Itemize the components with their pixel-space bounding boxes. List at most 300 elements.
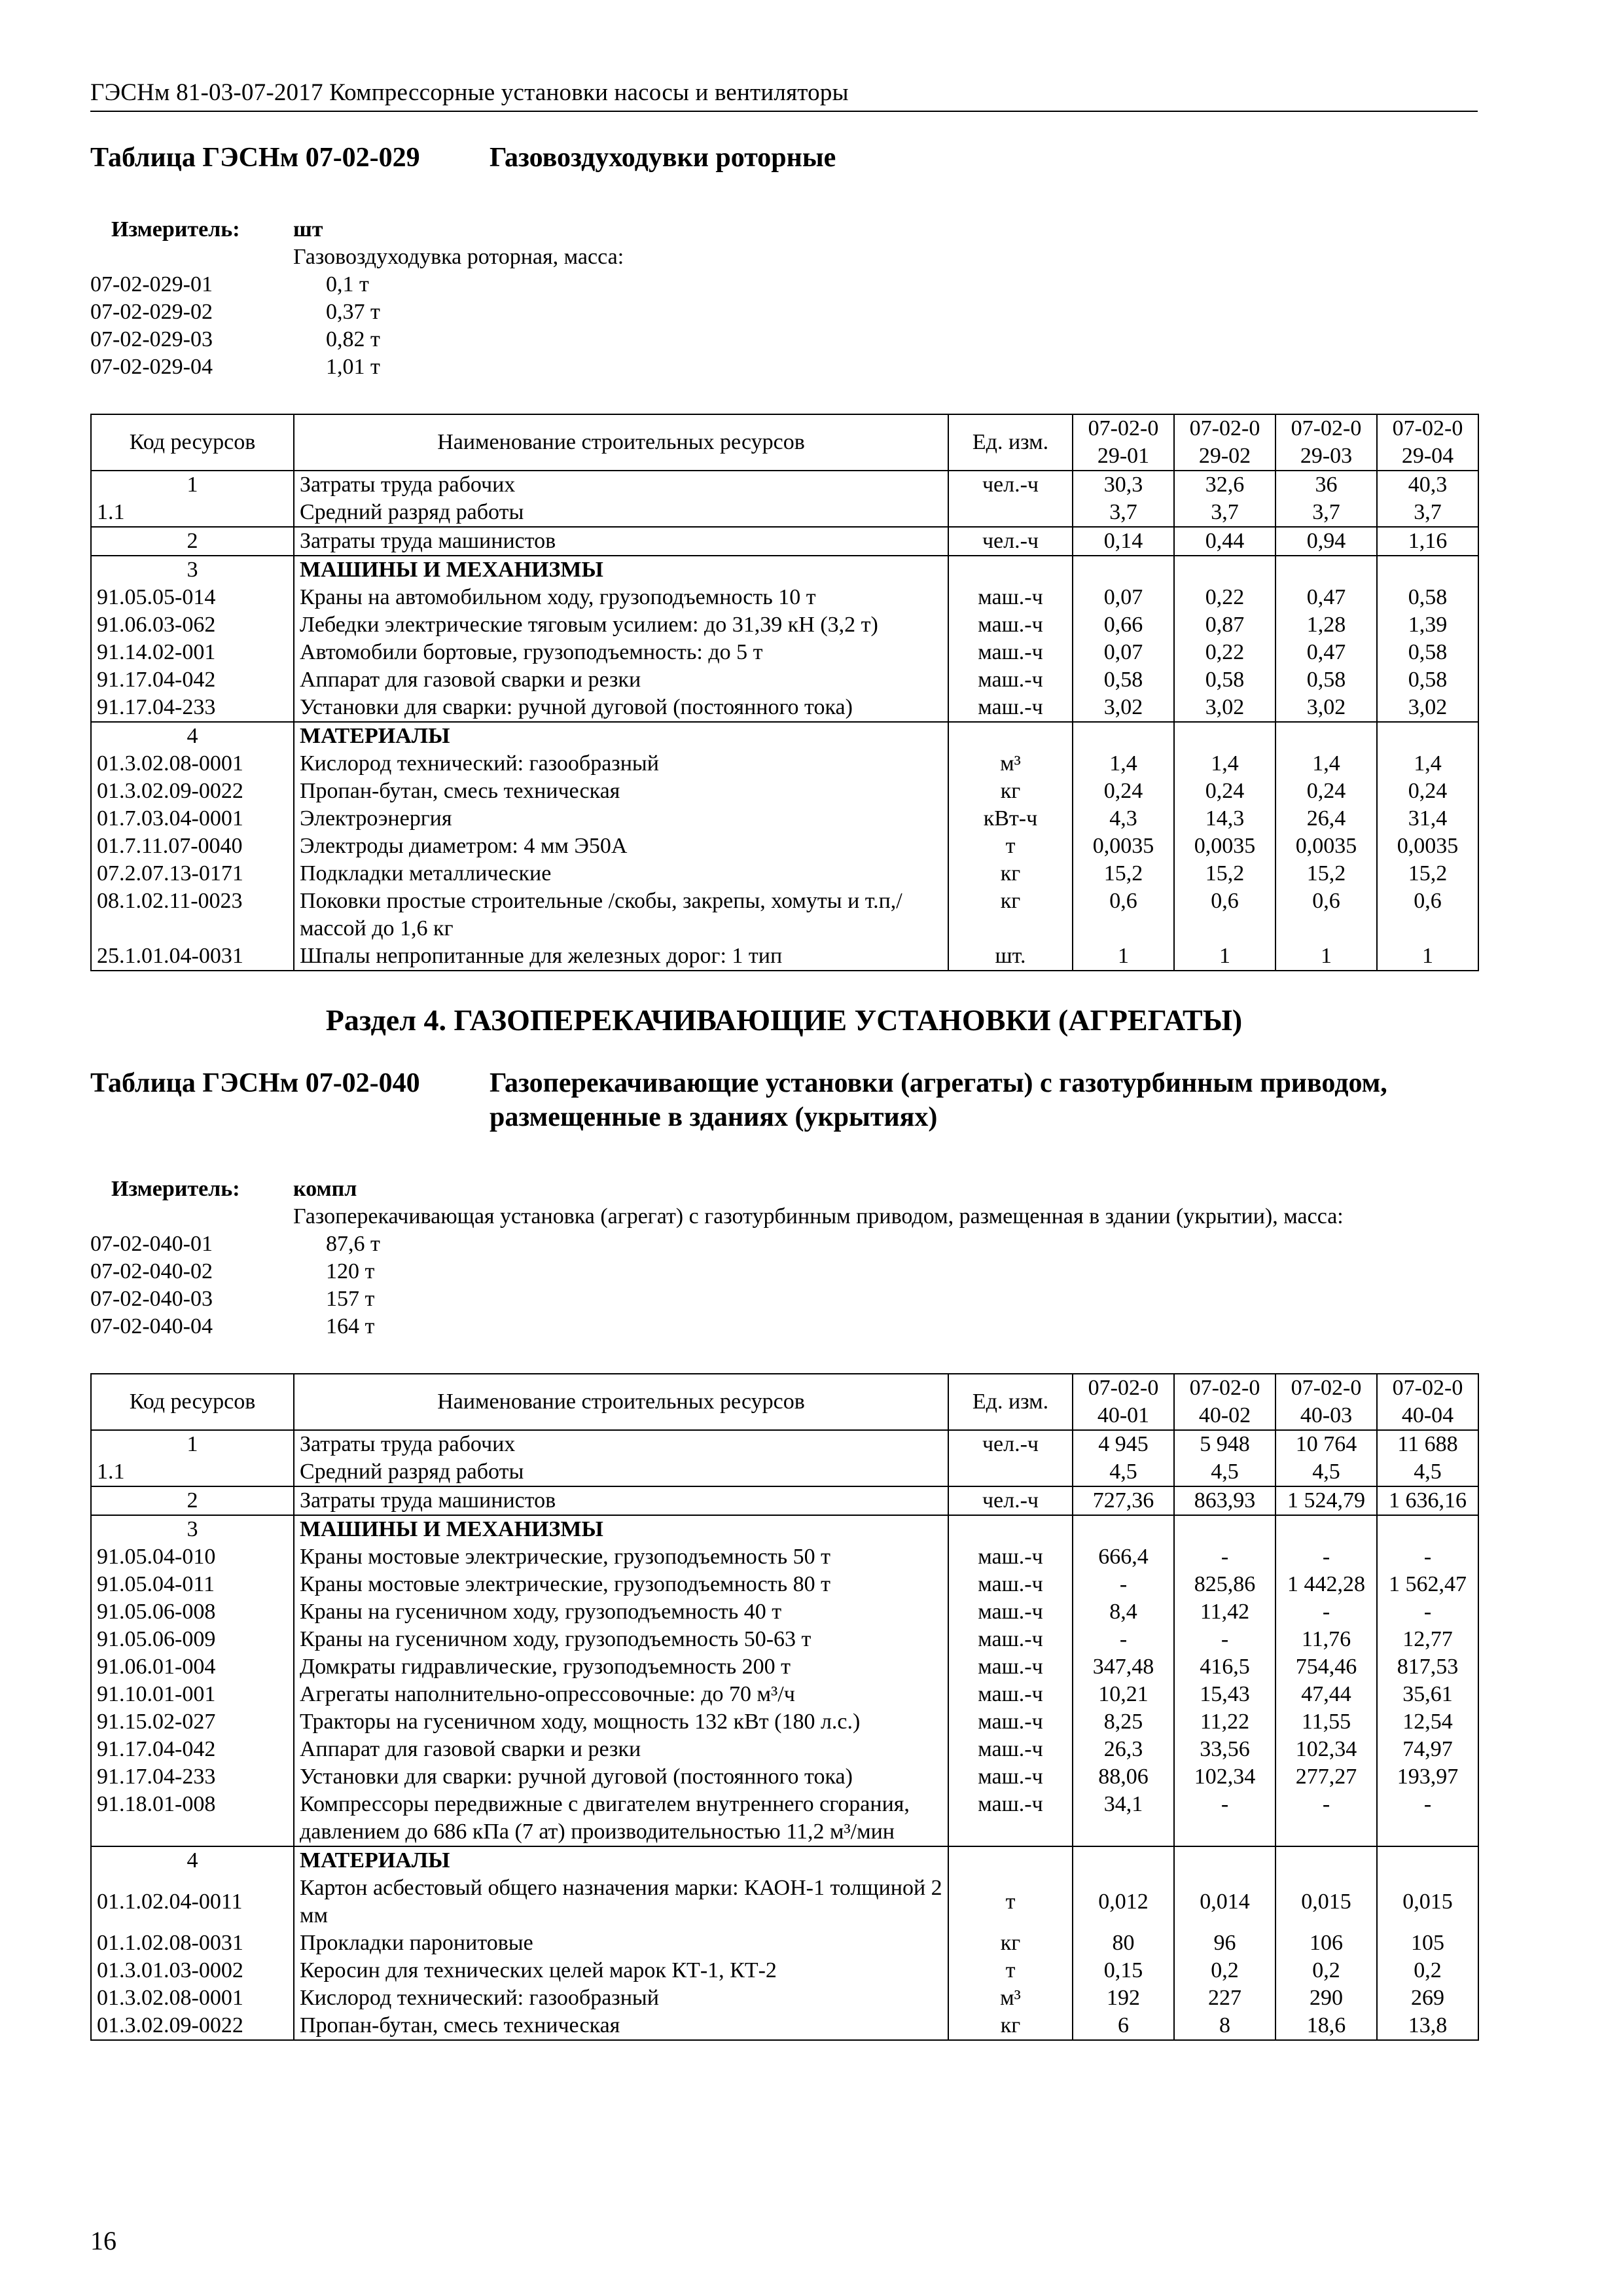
resource-value: 102,34 xyxy=(1174,1763,1275,1791)
variant-value: 0,37 т xyxy=(326,299,380,324)
table2-resources xyxy=(90,1373,1479,2041)
resource-value: 0,6 xyxy=(1275,888,1377,942)
header-row xyxy=(91,1374,1478,1430)
table-row xyxy=(91,860,1478,888)
resource-code: 1.1 xyxy=(91,499,294,527)
resource-value: 1 xyxy=(1073,942,1174,971)
variant-code: 07-02-029-03 xyxy=(90,327,213,351)
page-number: 16 xyxy=(90,2226,116,2255)
resource-unit: кВт-ч xyxy=(948,805,1073,833)
resource-value: 1 xyxy=(1275,942,1377,971)
resource-value: 15,2 xyxy=(1174,860,1275,888)
column-header xyxy=(1174,414,1275,471)
resource-value: 26,4 xyxy=(1275,805,1377,833)
resource-name: Домкраты гидравлические, грузоподъемность 200 т xyxy=(294,1653,948,1681)
table-row xyxy=(91,1791,1478,1846)
meter-unit: компл xyxy=(293,1176,357,1201)
resource-value: 347,48 xyxy=(1073,1653,1174,1681)
resource-name: Пропан-бутан, смесь техническая xyxy=(294,2012,948,2040)
resource-value: 26,3 xyxy=(1073,1736,1174,1763)
resource-value: 36 xyxy=(1275,471,1377,499)
resource-unit: чел.-ч xyxy=(948,471,1073,499)
resource-value: 15,43 xyxy=(1174,1681,1275,1708)
column-header xyxy=(948,1374,1073,1430)
resource-value: 0,014 xyxy=(1174,1874,1275,1929)
resource-value: 0,58 xyxy=(1275,666,1377,694)
table1-meter xyxy=(90,215,1478,380)
table1-caption: Газовоздуходувки роторные xyxy=(490,143,836,173)
resource-name: МАШИНЫ И МЕХАНИЗМЫ xyxy=(294,1515,948,1543)
resource-unit: т xyxy=(948,1874,1073,1929)
resource-unit: чел.-ч xyxy=(948,527,1073,556)
resource-name: Краны на гусеничном ходу, грузоподъемность 40 т xyxy=(294,1598,948,1626)
resource-value: 15,2 xyxy=(1275,860,1377,888)
meter-description: Газовоздуходувка роторная, масса: xyxy=(293,244,624,269)
resource-value xyxy=(1377,1846,1478,1874)
column-header xyxy=(91,1374,294,1430)
resource-value: 0,94 xyxy=(1275,527,1377,556)
table-row xyxy=(91,611,1478,639)
resource-value: 14,3 xyxy=(1174,805,1275,833)
resource-value: 12,77 xyxy=(1377,1626,1478,1653)
resource-value: - xyxy=(1174,1626,1275,1653)
resource-unit xyxy=(948,722,1073,750)
variant-code: 07-02-029-04 xyxy=(90,354,213,379)
table-row xyxy=(91,1486,1478,1515)
resource-value: 5 948 xyxy=(1174,1430,1275,1458)
table1-resources xyxy=(90,414,1479,971)
resource-unit xyxy=(948,1846,1073,1874)
resource-name: Пропан-бутан, смесь техническая xyxy=(294,778,948,805)
resource-value: 0,15 xyxy=(1073,1957,1174,1984)
resource-value: 15,2 xyxy=(1377,860,1478,888)
meter-variant xyxy=(90,297,1478,325)
resource-code: 91.05.05-014 xyxy=(91,584,294,611)
resource-value: 30,3 xyxy=(1073,471,1174,499)
resource-name: Затраты труда рабочих xyxy=(294,471,948,499)
resource-value: - xyxy=(1073,1571,1174,1598)
resource-value: 3,7 xyxy=(1377,499,1478,527)
resource-value: 0,2 xyxy=(1174,1957,1275,1984)
resource-unit xyxy=(948,499,1073,527)
resource-value: 0,14 xyxy=(1073,527,1174,556)
resource-value: 102,34 xyxy=(1275,1736,1377,1763)
resource-value: 0,66 xyxy=(1073,611,1174,639)
resource-value: 0,44 xyxy=(1174,527,1275,556)
resource-value: 0,87 xyxy=(1174,611,1275,639)
resource-unit: маш.-ч xyxy=(948,694,1073,722)
resource-value: 0,24 xyxy=(1377,778,1478,805)
resource-value: 863,93 xyxy=(1174,1486,1275,1515)
resource-value: 31,4 xyxy=(1377,805,1478,833)
resource-value: 10,21 xyxy=(1073,1681,1174,1708)
resource-value: 11,76 xyxy=(1275,1626,1377,1653)
resource-value: 1,16 xyxy=(1377,527,1478,556)
resource-value: 47,44 xyxy=(1275,1681,1377,1708)
table-row xyxy=(91,1929,1478,1957)
resource-unit: маш.-ч xyxy=(948,1598,1073,1626)
resource-value xyxy=(1377,1515,1478,1543)
resource-code: 01.1.02.04-0011 xyxy=(91,1874,294,1929)
resource-name: Средний разряд работы xyxy=(294,1458,948,1486)
table-row xyxy=(91,1458,1478,1486)
resource-code: 1.1 xyxy=(91,1458,294,1486)
resource-value: 0,58 xyxy=(1377,666,1478,694)
table-row xyxy=(91,584,1478,611)
resource-unit: маш.-ч xyxy=(948,1571,1073,1598)
resource-value: 4,5 xyxy=(1275,1458,1377,1486)
resource-value: 269 xyxy=(1377,1984,1478,2012)
resource-name: Аппарат для газовой сварки и резки xyxy=(294,1736,948,1763)
resource-name: Затраты труда рабочих xyxy=(294,1430,948,1458)
variant-value: 164 т xyxy=(326,1314,375,1338)
table-row xyxy=(91,750,1478,778)
resource-code: 01.3.01.03-0002 xyxy=(91,1957,294,1984)
resource-value: 0,2 xyxy=(1275,1957,1377,1984)
resource-name: Средний разряд работы xyxy=(294,499,948,527)
variant-code: 07-02-040-04 xyxy=(90,1314,213,1338)
resource-value xyxy=(1073,722,1174,750)
resource-value: 0,0035 xyxy=(1073,833,1174,860)
table-row xyxy=(91,1846,1478,1874)
resource-value: 4 945 xyxy=(1073,1430,1174,1458)
variant-code: 07-02-029-02 xyxy=(90,299,213,324)
column-header-text: Наименование строительных ресурсов xyxy=(437,429,805,454)
resource-unit: маш.-ч xyxy=(948,1681,1073,1708)
resource-code: 01.7.11.07-0040 xyxy=(91,833,294,860)
table-row xyxy=(91,1763,1478,1791)
resource-value: 192 xyxy=(1073,1984,1174,2012)
meter-label: Измеритель: xyxy=(111,217,240,242)
table-row xyxy=(91,694,1478,722)
resource-value: 8 xyxy=(1174,2012,1275,2040)
table1-number: Таблица ГЭСНм 07-02-029 xyxy=(90,143,420,173)
resource-unit: маш.-ч xyxy=(948,1736,1073,1763)
table1-title xyxy=(90,141,1478,175)
column-header xyxy=(948,414,1073,471)
resource-code: 91.05.06-009 xyxy=(91,1626,294,1653)
table-row xyxy=(91,1874,1478,1929)
resource-code: 91.06.01-004 xyxy=(91,1653,294,1681)
resource-value: 32,6 xyxy=(1174,471,1275,499)
variant-code: 07-02-040-01 xyxy=(90,1231,213,1256)
header-row xyxy=(91,414,1478,471)
resource-value: 0,07 xyxy=(1073,584,1174,611)
resource-value: 35,61 xyxy=(1377,1681,1478,1708)
resource-value: 3,02 xyxy=(1073,694,1174,722)
table-row xyxy=(91,778,1478,805)
resource-unit: шт. xyxy=(948,942,1073,971)
page-header: ГЭСНм 81-03-07-2017 Компрессорные установки насосы и вентиляторы xyxy=(90,79,1478,112)
column-header xyxy=(1377,414,1478,471)
table-row xyxy=(91,833,1478,860)
resource-value: 0,07 xyxy=(1073,639,1174,666)
resource-unit: маш.-ч xyxy=(948,1653,1073,1681)
resource-name: Краны мостовые электрические, грузоподъемность 80 т xyxy=(294,1571,948,1598)
table2-caption: Газоперекачивающие установки (агрегаты) с газотурбинным приводом, размещенные в зданиях (укрытиях) xyxy=(490,1067,1387,1132)
resource-name: Электроэнергия xyxy=(294,805,948,833)
table2-number: Таблица ГЭСНм 07-02-040 xyxy=(90,1067,420,1098)
resource-value: 0,47 xyxy=(1275,639,1377,666)
meter-description: Газоперекачивающая установка (агрегат) с газотурбинным приводом, размещенная в здании (укрытии), масса: xyxy=(293,1204,1344,1229)
variant-value: 0,1 т xyxy=(326,272,369,296)
resource-value: 96 xyxy=(1174,1929,1275,1957)
resource-unit: маш.-ч xyxy=(948,1708,1073,1736)
resource-value: 277,27 xyxy=(1275,1763,1377,1791)
resource-value: 0,0035 xyxy=(1377,833,1478,860)
resource-value xyxy=(1073,1846,1174,1874)
table-row xyxy=(91,1681,1478,1708)
column-header-text: 07-02-040-03 xyxy=(1291,1375,1362,1427)
resource-code: 91.17.04-233 xyxy=(91,1763,294,1791)
resource-value: 1 xyxy=(1377,942,1478,971)
column-header xyxy=(1377,1374,1478,1430)
resource-code: 1 xyxy=(91,471,294,499)
resource-name: Прокладки паронитовые xyxy=(294,1929,948,1957)
resource-value xyxy=(1174,556,1275,584)
resource-name: Поковки простые строительные /скобы, закрепы, хомуты и т.п,/ массой до 1,6 кг xyxy=(294,888,948,942)
resource-name: Краны на гусеничном ходу, грузоподъемность 50-63 т xyxy=(294,1626,948,1653)
meter-label: Измеритель: xyxy=(111,1176,240,1201)
resource-value: 1 524,79 xyxy=(1275,1486,1377,1515)
resource-unit: т xyxy=(948,1957,1073,1984)
column-header xyxy=(294,1374,948,1430)
variant-value: 157 т xyxy=(326,1286,375,1311)
resource-value xyxy=(1174,1515,1275,1543)
resource-value: 0,24 xyxy=(1073,778,1174,805)
resource-value: 825,86 xyxy=(1174,1571,1275,1598)
resource-unit xyxy=(948,1515,1073,1543)
resource-value xyxy=(1073,556,1174,584)
resource-unit: кг xyxy=(948,778,1073,805)
resource-value: 18,6 xyxy=(1275,2012,1377,2040)
resource-value: 0,0035 xyxy=(1275,833,1377,860)
resource-name: Аппарат для газовой сварки и резки xyxy=(294,666,948,694)
resource-value: 727,36 xyxy=(1073,1486,1174,1515)
resource-unit: кг xyxy=(948,860,1073,888)
resource-value: - xyxy=(1377,1598,1478,1626)
resource-value: 34,1 xyxy=(1073,1791,1174,1846)
resource-value xyxy=(1073,1515,1174,1543)
column-header-text: Код ресурсов xyxy=(129,429,256,454)
resource-value xyxy=(1174,722,1275,750)
resource-unit: м³ xyxy=(948,1984,1073,2012)
resource-unit: маш.-ч xyxy=(948,584,1073,611)
resource-value: 3,7 xyxy=(1073,499,1174,527)
resource-value: 4,3 xyxy=(1073,805,1174,833)
column-header xyxy=(91,414,294,471)
resource-unit: маш.-ч xyxy=(948,1543,1073,1571)
resource-value: 4,5 xyxy=(1073,1458,1174,1486)
resource-value: 4,5 xyxy=(1377,1458,1478,1486)
resource-unit: м³ xyxy=(948,750,1073,778)
resource-value: 106 xyxy=(1275,1929,1377,1957)
meter-variant xyxy=(90,270,1478,297)
resource-code: 91.17.04-042 xyxy=(91,666,294,694)
resource-code: 91.05.04-010 xyxy=(91,1543,294,1571)
resource-value: 0,58 xyxy=(1377,584,1478,611)
resource-value: 193,97 xyxy=(1377,1763,1478,1791)
resource-code: 3 xyxy=(91,556,294,584)
table-row xyxy=(91,556,1478,584)
resource-name: Тракторы на гусеничном ходу, мощность 132 кВт (180 л.с.) xyxy=(294,1708,948,1736)
table-row xyxy=(91,805,1478,833)
resource-unit: кг xyxy=(948,1929,1073,1957)
column-header xyxy=(1174,1374,1275,1430)
column-header-text: 07-02-029-03 xyxy=(1291,416,1362,468)
resource-value: 10 764 xyxy=(1275,1430,1377,1458)
resource-value: - xyxy=(1377,1791,1478,1846)
resource-value: 0,24 xyxy=(1275,778,1377,805)
table-row xyxy=(91,639,1478,666)
resource-name: МАТЕРИАЛЫ xyxy=(294,1846,948,1874)
resource-value: 1,4 xyxy=(1377,750,1478,778)
resource-unit: чел.-ч xyxy=(948,1486,1073,1515)
resource-name: Затраты труда машинистов xyxy=(294,527,948,556)
resource-code: 91.15.02-027 xyxy=(91,1708,294,1736)
resource-value: - xyxy=(1073,1626,1174,1653)
resource-value: 13,8 xyxy=(1377,2012,1478,2040)
table-row xyxy=(91,1984,1478,2012)
resource-value: 3,7 xyxy=(1174,499,1275,527)
table-row xyxy=(91,942,1478,971)
resource-value: - xyxy=(1275,1598,1377,1626)
resource-unit: маш.-ч xyxy=(948,1626,1073,1653)
table2-meter xyxy=(90,1174,1478,1339)
column-header-text: Код ресурсов xyxy=(129,1389,256,1414)
resource-value: - xyxy=(1377,1543,1478,1571)
resource-value: 11,22 xyxy=(1174,1708,1275,1736)
resource-value: 1 562,47 xyxy=(1377,1571,1478,1598)
resource-value: 11 688 xyxy=(1377,1430,1478,1458)
resource-value: 40,3 xyxy=(1377,471,1478,499)
column-header xyxy=(1073,414,1174,471)
resource-code: 08.1.02.11-0023 xyxy=(91,888,294,942)
resource-value: 1,4 xyxy=(1174,750,1275,778)
resource-value xyxy=(1377,556,1478,584)
meter-variant xyxy=(90,325,1478,352)
resource-value: - xyxy=(1174,1791,1275,1846)
resource-value: 8,25 xyxy=(1073,1708,1174,1736)
resource-code: 91.17.04-233 xyxy=(91,694,294,722)
column-header-text: 07-02-040-01 xyxy=(1088,1375,1159,1427)
column-header xyxy=(1073,1374,1174,1430)
resource-value: 11,55 xyxy=(1275,1708,1377,1736)
resource-value: 0,58 xyxy=(1377,639,1478,666)
column-header-text: Ед. изм. xyxy=(972,1389,1049,1414)
column-header xyxy=(1275,1374,1377,1430)
variant-value: 87,6 т xyxy=(326,1231,380,1256)
resource-code: 2 xyxy=(91,527,294,556)
resource-value: 1,4 xyxy=(1275,750,1377,778)
resource-value: 11,42 xyxy=(1174,1598,1275,1626)
resource-name: Автомобили бортовые, грузоподъемность: до 5 т xyxy=(294,639,948,666)
resource-code: 91.14.02-001 xyxy=(91,639,294,666)
resource-value: 666,4 xyxy=(1073,1543,1174,1571)
section-title: Раздел 4. ГАЗОПЕРЕКАЧИВАЮЩИЕ УСТАНОВКИ (АГРЕГАТЫ) xyxy=(325,1003,1243,1037)
resource-name: Лебедки электрические тяговым усилием: до 31,39 кН (3,2 т) xyxy=(294,611,948,639)
resource-value: 3,02 xyxy=(1275,694,1377,722)
resource-code: 1 xyxy=(91,1430,294,1458)
resource-name: Кислород технический: газообразный xyxy=(294,750,948,778)
meter-unit-row xyxy=(90,1174,1478,1202)
table-row xyxy=(91,722,1478,750)
resource-name: Кислород технический: газообразный xyxy=(294,1984,948,2012)
table-row xyxy=(91,471,1478,499)
resource-unit: маш.-ч xyxy=(948,611,1073,639)
resource-name: Установки для сварки: ручной дуговой (постоянного тока) xyxy=(294,694,948,722)
table-row xyxy=(91,1957,1478,1984)
resource-name: Картон асбестовый общего назначения марки: КАОН-1 толщиной 2 мм xyxy=(294,1874,948,1929)
column-header-text: 07-02-029-04 xyxy=(1392,416,1463,468)
resource-value: 1 442,28 xyxy=(1275,1571,1377,1598)
resource-code: 25.1.01.04-0031 xyxy=(91,942,294,971)
resource-value: 4,5 xyxy=(1174,1458,1275,1486)
resource-code: 07.2.07.13-0171 xyxy=(91,860,294,888)
resource-value: 227 xyxy=(1174,1984,1275,2012)
column-header-text: 07-02-040-04 xyxy=(1392,1375,1463,1427)
resource-value: 416,5 xyxy=(1174,1653,1275,1681)
table-row xyxy=(91,1543,1478,1571)
meter-unit-row xyxy=(90,215,1478,242)
table-row xyxy=(91,499,1478,527)
resource-name: Агрегаты наполнительно-опрессовочные: до 70 м³/ч xyxy=(294,1681,948,1708)
resource-value: 754,46 xyxy=(1275,1653,1377,1681)
resource-unit: кг xyxy=(948,888,1073,942)
resource-value: 3,02 xyxy=(1174,694,1275,722)
resource-value: 0,015 xyxy=(1377,1874,1478,1929)
resource-unit: т xyxy=(948,833,1073,860)
resource-value: 1,4 xyxy=(1073,750,1174,778)
resource-unit xyxy=(948,556,1073,584)
resource-value: 0,58 xyxy=(1174,666,1275,694)
resource-code: 2 xyxy=(91,1486,294,1515)
column-header-text: Ед. изм. xyxy=(972,429,1049,454)
resource-value: 0,012 xyxy=(1073,1874,1174,1929)
column-header-text: 07-02-029-01 xyxy=(1088,416,1159,468)
resource-value: - xyxy=(1275,1543,1377,1571)
meter-variant xyxy=(90,352,1478,380)
resource-value xyxy=(1275,1846,1377,1874)
resource-unit: кг xyxy=(948,2012,1073,2040)
table-row xyxy=(91,1653,1478,1681)
resource-code: 91.18.01-008 xyxy=(91,1791,294,1846)
resource-value: - xyxy=(1275,1791,1377,1846)
resource-value: 80 xyxy=(1073,1929,1174,1957)
variant-code: 07-02-040-02 xyxy=(90,1259,213,1283)
resource-value: 0,22 xyxy=(1174,639,1275,666)
resource-value xyxy=(1275,1515,1377,1543)
variant-value: 0,82 т xyxy=(326,327,380,351)
resource-code: 01.7.03.04-0001 xyxy=(91,805,294,833)
table2-title xyxy=(90,1066,1478,1135)
resource-code: 91.17.04-042 xyxy=(91,1736,294,1763)
resource-value: 0,6 xyxy=(1073,888,1174,942)
resource-value: 1,39 xyxy=(1377,611,1478,639)
table-row xyxy=(91,1515,1478,1543)
resource-value: 0,2 xyxy=(1377,1957,1478,1984)
resource-value: 0,58 xyxy=(1073,666,1174,694)
resource-value: 105 xyxy=(1377,1929,1478,1957)
meter-desc-row xyxy=(90,242,1478,270)
resource-name: Затраты труда машинистов xyxy=(294,1486,948,1515)
resource-name: Шпалы непропитанные для железных дорог: 1 тип xyxy=(294,942,948,971)
resource-value: 0,6 xyxy=(1174,888,1275,942)
meter-variant xyxy=(90,1229,1478,1257)
resource-value: 12,54 xyxy=(1377,1708,1478,1736)
resource-value: 0,0035 xyxy=(1174,833,1275,860)
resource-name: Установки для сварки: ручной дуговой (постоянного тока) xyxy=(294,1763,948,1791)
